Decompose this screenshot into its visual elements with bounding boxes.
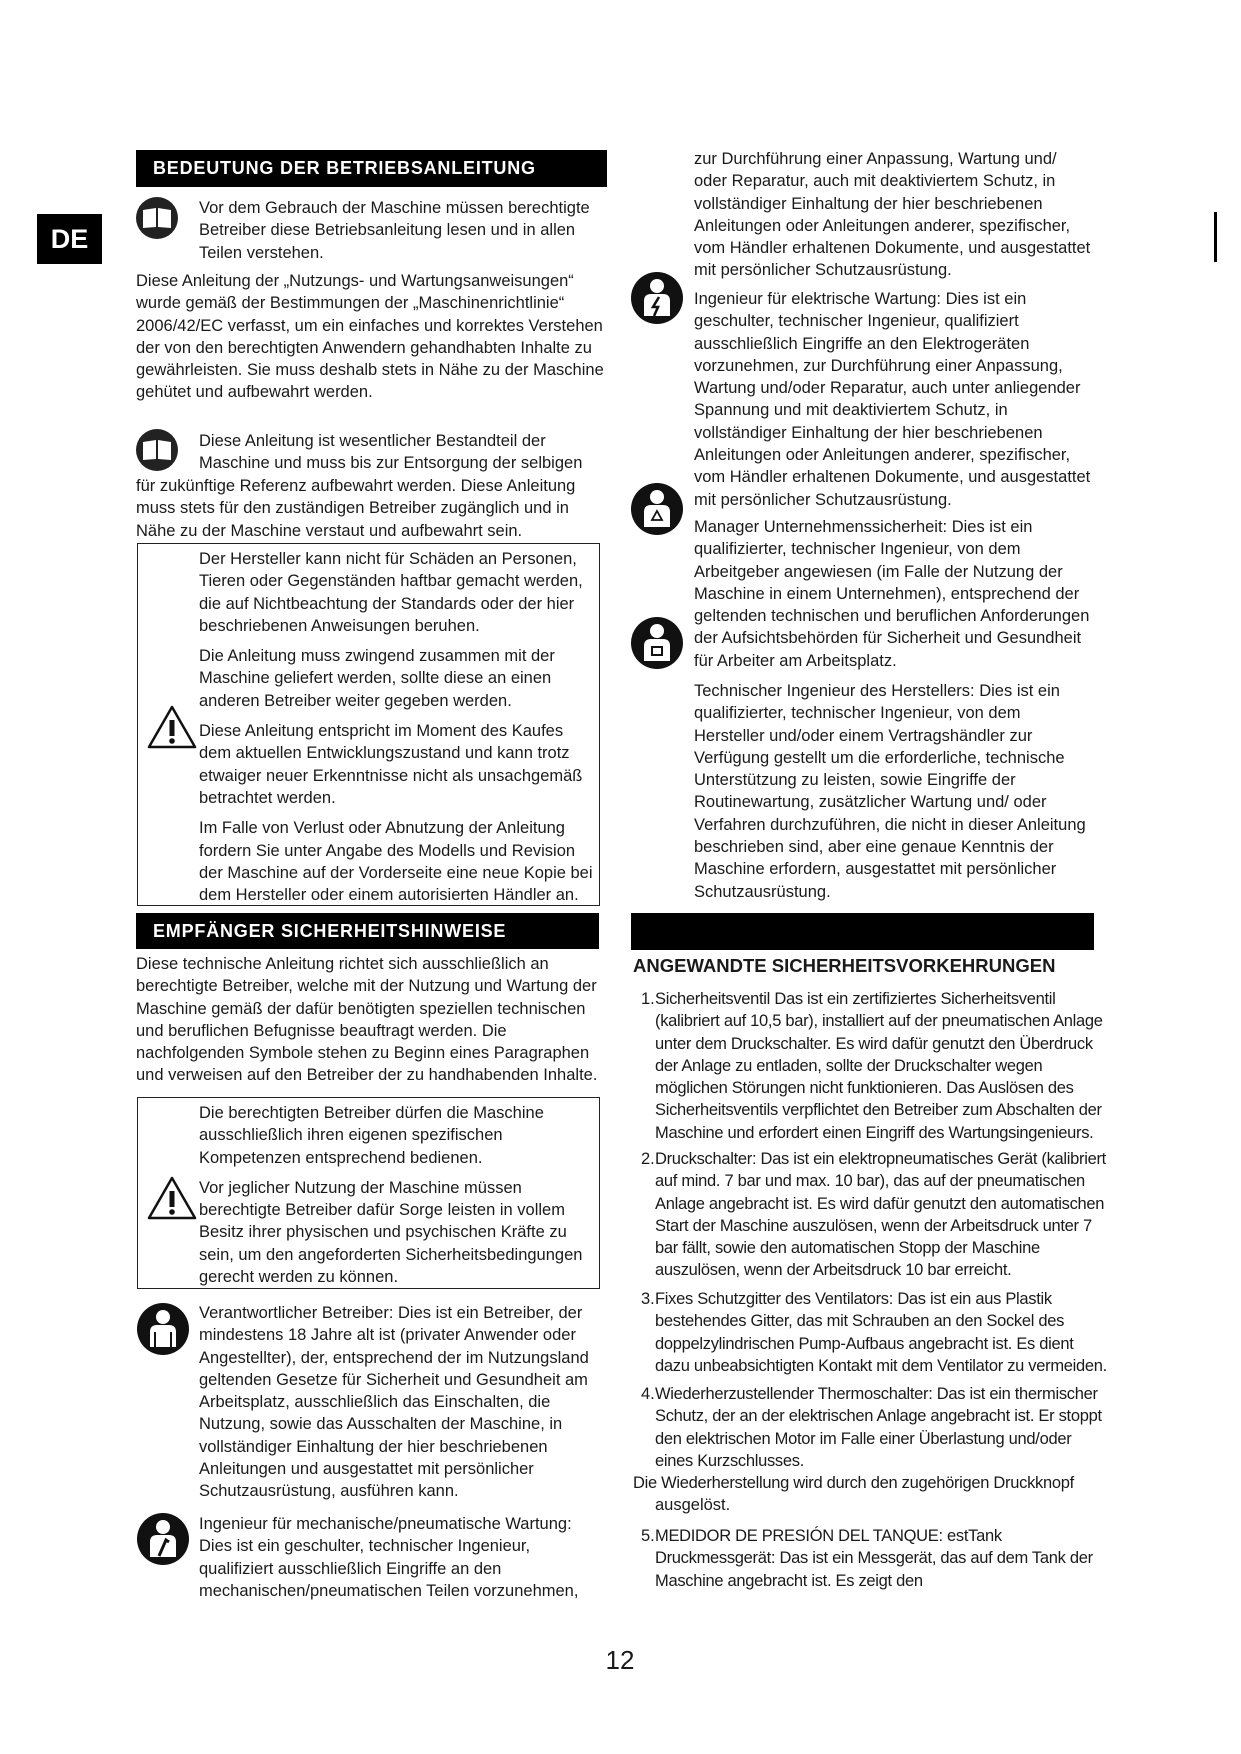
operator-person-icon (136, 1302, 190, 1356)
section-title-recipients: EMPFÄNGER SICHERHEITSHINWEISE (136, 913, 599, 949)
responsible-operator-text: Verantwortlicher Betreiber: Dies ist ein Betreiber, der mindestens 18 Jahre alt ist (privater Anwender oder Angestellter), der, entsprechend der im Nutzungsland geltenden Gesetze für Sicherheit und Gesundheit am Arbeitsplatz, ausschließlich das Einschalten, die Nutzung, sowie das Ausschalten der Maschine, in vollständiger Einhaltung der hier beschriebenen Anleitungen und ausgestattet mit persönlicher Schutzausrüstung, ausführen kann. (199, 1304, 589, 1501)
warning-text: Der Hersteller kann nicht für Schäden an Personen, Tieren oder Gegenständen haftbar gemacht werden, die auf Nichtbeachtung der Standards oder der hier beschriebenen Anweisungen beruhen. (199, 550, 583, 635)
warning-text: Vor jeglicher Nutzung der Maschine müssen berechtigte Betreiber dafür Sorge leisten in vollem Besitz ihrer physischen und psychischen Kräfte zu sein, um den angeforderten Sicherheitsbedingungen gerecht werden zu können. (199, 1178, 583, 1287)
safety-manager-person-icon (630, 482, 684, 536)
manual-book-icon (135, 196, 179, 240)
manual-paragraph-1: Diese Anleitung der „Nutzungs- und Wartungsanweisungen“ wurde gemäß der Bestimmungen der „Maschinenrichtlinie“ 2006/42/EC verfasst, um ein einfaches und korrektes Verstehen der von den berechtigten Anwendern gehandhabten Inhalte zu gewährleisten. Sie muss deshalb stets in Nähe zu der Maschine gehütet und aufbewahrt werden. (136, 272, 604, 402)
page-number: 12 (605, 1645, 635, 1675)
warning-box-operators (137, 1097, 600, 1289)
mechanical-engineer-continued: zur Durchführung einer Anpassung, Wartung und/ oder Reparatur, auch mit deaktiviertem Schutz, in vollständiger Einhaltung der hier beschriebenen Anleitungen oder Anleitungen anderer, spezifischer, vom Händler erhaltenen Dokumente, und ausgestattet mit persönlicher Schutzausrüstung. (694, 150, 1091, 280)
recipients-paragraph: Diese technische Anleitung richtet sich ausschließlich an berechtigte Betreiber, welche mit der Nutzung und Wartung der Maschine gemäß der dafür benötigten speziellen technischen und beruflichen Befugnisse beauftragt werden. Die nachfolgenden Symbole stehen zu Beginn eines Paragraphen und verweisen auf den Betreiber der zu handhabenden Inhalte. (136, 955, 598, 1085)
safety-item-pressure-switch: Druckschalter: Das ist ein elektropneumatisches Gerät (kalibriert auf mind. 7 bar und max. 10 bar), das auf der pneumatischen Anlage angebracht ist. Es wird dafür genutzt den automatischen Start der Maschine auszulösen, wenn der Arbeitsdruck unter 7 bar fällt, sowie den automatischen Stopp der Maschine auszulösen, wenn der Arbeitsdruck 10 bar erreicht. (655, 1150, 1106, 1280)
electrician-person-icon (630, 271, 684, 325)
warning-triangle-icon (146, 704, 198, 750)
section-title-manual-importance: BEDEUTUNG DER BETRIEBSANLEITUNG (136, 150, 607, 187)
safety-item-thermal-switch: Wiederherzustellender Thermoschalter: Das ist ein thermischer Schutz, der an der elektrischen Anlage angebracht ist. Er stoppt den elektrischen Motor im Falle einer Überlastung und/oder eines Kurzschlusses. (655, 1385, 1102, 1470)
warning-text: Die Anleitung muss zwingend zusammen mit der Maschine geliefert werden, sollte diese an einen anderen Betreiber weiter gegeben werden. (199, 647, 555, 710)
margin-bar (1214, 212, 1217, 262)
safety-measures-subtitle: ANGEWANDTE SICHERHEITSVORKEHRUNGEN (633, 955, 1056, 976)
electrical-engineer-text: Ingenieur für elektrische Wartung: Dies ist ein geschulter, technischer Ingenieur, qualifiziert ausschließlich Eingriffe an den Elektrogeräten vorzunehmen, zur Durchführung einer Anpassung, Wartung und/oder Reparatur, auch unter anliegender Spannung und mit deaktiviertem Schutz, in vollständiger Einhaltung der hier beschriebenen Anleitungen oder Anleitungen anderer, spezifischer, vom Händler erhaltenen Dokumente, und ausgestattet mit persönlicher Schutzausrüstung. (694, 290, 1091, 509)
manual-paragraph-2a: Diese Anleitung ist wesentlicher Bestandteil der Maschine und muss bis zur Entsorgung der selbigen (199, 432, 583, 473)
black-header-bar (631, 913, 1094, 950)
manufacturer-engineer-text: Technischer Ingenieur des Herstellers: Dies ist ein qualifizierter, technischer Ingenieur, von dem Hersteller und/oder einem Vertragshändler zur Verfügung gestellt um die erforderliche, technische Unterstützung zu leisten, sowie Eingriffe der Routinewartung, zusätzlicher Wartung und/ oder Verfahren durchzuführen, die nicht in dieser Anleitung beschrieben sind, aber eine genaue Kenntnis der Maschine erfordern, ausgestattet mit persönlicher Schutzausrüstung. (694, 682, 1086, 901)
list-number: 2. (641, 1150, 655, 1168)
warning-box-manufacturer (137, 543, 600, 906)
language-tag: DE (37, 214, 102, 264)
safety-item-relief-valve: Sicherheitsventil Das ist ein zertifiziertes Sicherheitsventil (kalibriert auf 10,5 bar), installiert auf der pneumatischen Anlage unter dem Druckschalter. Es wird dafür genutzt den Überdruck der Anlage zu entladen, sollte der Druckschalter wegen möglichen Störungen nicht funktionieren. Das Auslösen des Sicherheitsventils verpflichtet den Betreiber zum Abschalten der Maschine und erfordert einen Eingriff des Wartungsingenieurs. (655, 990, 1103, 1142)
manufacturer-engineer-person-icon (630, 616, 684, 670)
manual-paragraph-2b: für zukünftige Referenz aufbewahrt werden. Diese Anleitung muss stets für den zuständigen Betreiber zugänglich und in Nähe zu der Maschine verstaut und aufbewahrt sein. (136, 477, 576, 540)
warning-text: Im Falle von Verlust oder Abnutzung der Anleitung fordern Sie unter Angabe des Modells und Revision der Maschine auf der Vorderseite eine neue Kopie bei dem Hersteller oder einem autorisierten Händler an. (199, 819, 593, 905)
warning-text: Die berechtigten Betreiber dürfen die Maschine ausschließlich ihren eigenen spezifischen Kompetenzen entsprechend bedienen. (199, 1104, 544, 1167)
safety-manager-text: Manager Unternehmenssicherheit: Dies ist ein qualifizierter, technischer Ingenieur, von dem Arbeitgeber angewiesen (im Falle der Nutzung der Maschine in einem Unternehmen), entsprechend der geltenden technischen und beruflichen Anforderungen der Aufsichtsbehörden für Sicherheit und Gesundheit für Arbeiter am Arbeitsplatz. (694, 518, 1090, 670)
warning-text: Diese Anleitung entspricht im Moment des Kaufes dem aktuellen Entwicklungszustand und kann trotz etwaiger neuer Erkenntnisse nicht als unsachgemäß betrachtet werden. (199, 722, 583, 807)
warning-triangle-icon (146, 1175, 198, 1221)
manual-book-icon (135, 428, 179, 472)
reset-note-line-2: ausgelöst. (655, 1496, 731, 1514)
list-number: 4. (641, 1385, 655, 1403)
list-number: 5. (641, 1527, 655, 1545)
manual-intro-text: Vor dem Gebrauch der Maschine müssen berechtigte Betreiber diese Betriebsanleitung lesen und in allen Teilen verstehen. (199, 199, 590, 262)
list-number: 1. (641, 990, 655, 1008)
mechanical-engineer-text: Ingenieur für mechanische/pneumatische Wartung: Dies ist ein geschulter, technischer Ingenieur, qualifiziert ausschließlich Eingriffe an den mechanischen/pneumatischen Teilen vorzunehmen, (199, 1515, 579, 1600)
safety-item-tank-gauge: MEDIDOR DE PRESIÓN DEL TANQUE: estTank Druckmessgerät: Das ist ein Messgerät, das auf dem Tank der Maschine angebracht ist. Es zeigt den (655, 1527, 1093, 1590)
list-number: 3. (641, 1290, 655, 1308)
safety-item-fan-guard: Fixes Schutzgitter des Ventilators: Das ist ein aus Plastik bestehendes Gitter, das mit Schrauben an den Sockel des doppelzylindrischen Pump-Aufbaus angebracht ist. Es dient dazu unbeabsichtigten Kontakt mit dem Ventilator zu vermeiden. (655, 1290, 1107, 1375)
mechanic-person-icon (136, 1512, 190, 1566)
reset-note-line-1: Die Wiederherstellung wird durch den zugehörigen Druckknopf (633, 1474, 1074, 1492)
